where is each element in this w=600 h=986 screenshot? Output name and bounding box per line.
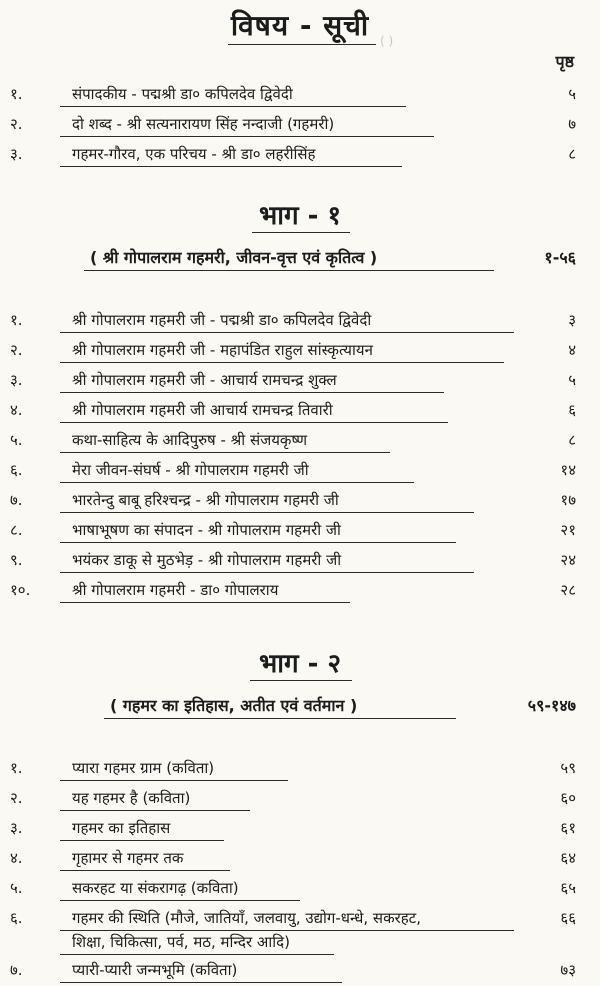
item-title: प्यारा गहमर ग्राम (कविता) bbox=[72, 759, 215, 777]
item-title: भयंकर डाकू से मुठभेड़ - श्री गोपालराम गहमरी जी bbox=[72, 551, 342, 569]
item-title: श्री गोपालराम गहमरी जी - आचार्य रामचन्द्र शुक्ल bbox=[72, 371, 337, 389]
item-page: १४ bbox=[560, 461, 576, 479]
item-title: गहमर की स्थिति (मौजे, जातियाँ, जलवायु, उद्योग-धन्धे, सकरहट, bbox=[72, 909, 422, 927]
item-title: मेरा जीवन-संघर्ष - श्री गोपालराम गहमरी जी bbox=[72, 461, 309, 479]
item-title: प्यारी-प्यारी जन्मभूमि (कविता) bbox=[72, 961, 238, 979]
bleed-through-text: ( ) bbox=[380, 34, 394, 48]
item-page: ४ bbox=[568, 341, 576, 359]
item-underline bbox=[60, 362, 504, 363]
item-number: २. bbox=[10, 115, 23, 133]
item-number: ४. bbox=[10, 849, 23, 867]
item-underline bbox=[60, 392, 444, 393]
item-page: ६ bbox=[568, 401, 576, 419]
item-underline bbox=[60, 332, 514, 333]
item-underline bbox=[60, 452, 390, 453]
title-underline bbox=[228, 44, 376, 45]
part2-title-underline bbox=[250, 680, 352, 681]
item-underline bbox=[60, 810, 250, 811]
item-page: ६१ bbox=[560, 819, 576, 837]
item-title: श्री गोपालराम गहमरी - डा० गोपालराय bbox=[72, 581, 279, 599]
item-title: संपादकीय - पद्मश्री डा० कपिलदेव द्विवेदी bbox=[72, 85, 293, 103]
item-page: ५ bbox=[568, 85, 576, 103]
item-number: २. bbox=[10, 341, 23, 359]
item-page: ८ bbox=[568, 431, 576, 449]
item-underline bbox=[60, 900, 300, 901]
part1-title-underline bbox=[252, 232, 350, 233]
item-number: १. bbox=[10, 311, 23, 329]
item-underline bbox=[60, 982, 342, 983]
item-number: ५. bbox=[10, 431, 23, 449]
part2-subtitle-underline bbox=[104, 718, 456, 719]
item-number: ७. bbox=[10, 961, 23, 979]
item-title: गहमर-गौरव, एक परिचय - श्री डा० लहरीसिंह bbox=[72, 145, 316, 163]
item-page: ७ bbox=[568, 115, 576, 133]
part1-subtitle: ( श्री गोपालराम गहमरी, जीवन-वृत्त एवं कृतित्व ) bbox=[90, 248, 378, 267]
item-number: २. bbox=[10, 789, 23, 807]
part2-page-range: ५९-१४७ bbox=[527, 696, 576, 715]
item-page: ५ bbox=[568, 371, 576, 389]
page-column-label: पृष्ठ bbox=[555, 52, 574, 71]
item-number: ७. bbox=[10, 491, 23, 509]
item-title: दो शब्द - श्री सत्यनारायण सिंह नन्दाजी (गहमरी) bbox=[72, 115, 335, 133]
item-number: ६. bbox=[10, 461, 23, 479]
item-number: ३. bbox=[10, 819, 23, 837]
item-title: श्री गोपालराम गहमरी जी - पद्मश्री डा० कपिलदेव द्विवेदी bbox=[72, 311, 372, 329]
item-underline bbox=[60, 106, 406, 107]
item-number: ९. bbox=[10, 551, 23, 569]
item-title: भाषाभूषण का संपादन - श्री गोपालराम गहमरी जी bbox=[72, 521, 341, 539]
item-title: कथा-साहित्य के आदिपुरुष - श्री संजयकृष्ण bbox=[72, 431, 308, 449]
item-number: १. bbox=[10, 759, 23, 777]
item-underline bbox=[60, 954, 334, 955]
item-page: ६४ bbox=[560, 849, 576, 867]
item-title: श्री गोपालराम गहमरी जी आचार्य रामचन्द्र तिवारी bbox=[72, 401, 333, 419]
item-page: २१ bbox=[560, 521, 576, 539]
item-underline bbox=[60, 840, 224, 841]
item-underline bbox=[60, 930, 514, 931]
part2-title: भाग - २ bbox=[258, 649, 342, 679]
part1-title: भाग - १ bbox=[258, 201, 342, 231]
item-underline bbox=[60, 482, 414, 483]
item-page: ६० bbox=[560, 789, 576, 807]
item-number: ३. bbox=[10, 371, 23, 389]
item-page: २४ bbox=[560, 551, 576, 569]
item-title: श्री गोपालराम गहमरी जी - महापंडित राहुल सांस्कृत्यायन bbox=[72, 341, 373, 359]
item-underline bbox=[60, 136, 434, 137]
item-underline bbox=[60, 512, 474, 513]
item-number: ५. bbox=[10, 879, 23, 897]
item-page: ६५ bbox=[560, 879, 576, 897]
item-number: १. bbox=[10, 85, 23, 103]
item-page: ८ bbox=[568, 145, 576, 163]
item-page: ६६ bbox=[560, 909, 576, 927]
part1-subtitle-underline bbox=[84, 270, 494, 271]
item-title: भारतेन्दु बाबू हरिश्चन्द्र - श्री गोपालराम गहमरी जी bbox=[72, 491, 339, 509]
item-number: ८. bbox=[10, 521, 23, 539]
item-page: ७३ bbox=[560, 961, 576, 979]
item-page: २८ bbox=[560, 581, 576, 599]
item-page: १७ bbox=[560, 491, 576, 509]
item-title: सकरहट या संकरागढ़ (कविता) bbox=[72, 879, 239, 897]
part2-subtitle: ( गहमर का इतिहास, अतीत एवं वर्तमान ) bbox=[110, 696, 358, 715]
item-title: गृहामर से गहमर तक bbox=[72, 849, 184, 867]
item-title: यह गहमर है (कविता) bbox=[72, 789, 191, 807]
item-underline bbox=[60, 870, 230, 871]
item-page: ३ bbox=[568, 311, 576, 329]
item-title-continued: शिक्षा, चिकित्सा, पर्व, मठ, मन्दिर आदि) bbox=[72, 933, 290, 951]
item-number: ४. bbox=[10, 401, 23, 419]
part1-page-range: १-५६ bbox=[544, 248, 576, 267]
item-underline bbox=[60, 572, 474, 573]
item-underline bbox=[60, 602, 350, 603]
item-number: १०. bbox=[10, 581, 31, 599]
item-underline bbox=[60, 542, 456, 543]
item-page: ५९ bbox=[560, 759, 576, 777]
item-number: ३. bbox=[10, 145, 23, 163]
item-underline bbox=[60, 166, 402, 167]
page-title: विषय - सूची bbox=[230, 9, 370, 42]
item-underline bbox=[60, 422, 448, 423]
item-number: ६. bbox=[10, 909, 23, 927]
item-underline bbox=[60, 780, 288, 781]
item-title: गहमर का इतिहास bbox=[72, 819, 171, 837]
